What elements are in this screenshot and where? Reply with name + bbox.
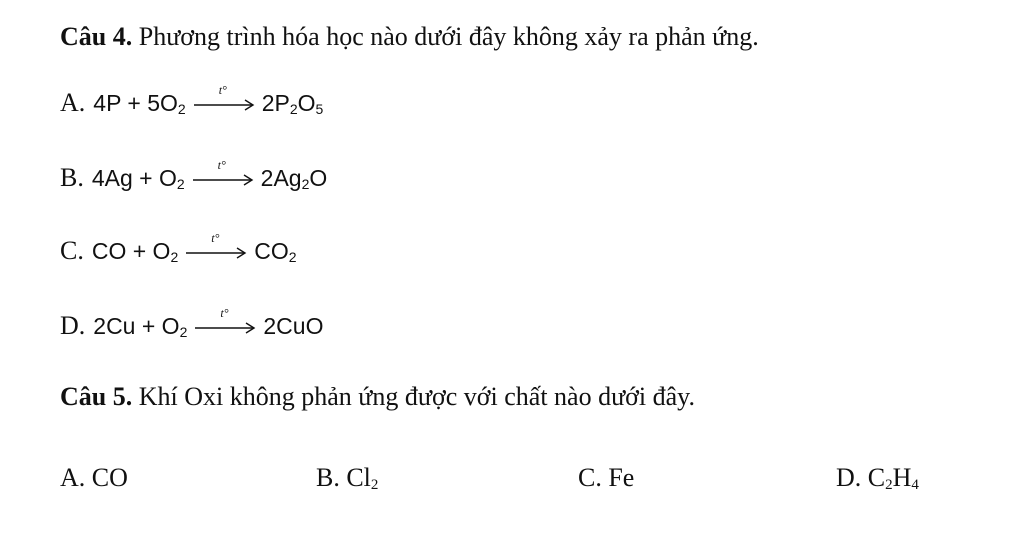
option-letter: A. — [60, 88, 86, 117]
question-5-title — [60, 382, 695, 412]
option-letter: C. — [578, 463, 609, 492]
formula-text: 2CuO — [263, 312, 324, 339]
formula-text: Fe — [608, 463, 635, 492]
heat-arrow-icon — [192, 83, 256, 115]
equation-rhs — [262, 90, 324, 117]
formula-text: 2Ag — [260, 164, 302, 191]
q4-option-d[interactable] — [60, 306, 324, 341]
equation-rhs — [254, 238, 296, 265]
formula-subscript: 2 — [289, 100, 298, 117]
formula-text: CO + O — [91, 237, 171, 264]
question-5-number: Câu 5. — [60, 382, 133, 411]
formula-text: 4P + 5O — [93, 89, 178, 116]
arrow-label: t° — [211, 231, 220, 245]
option-letter: C. — [60, 236, 84, 265]
formula-text: CO — [91, 463, 128, 492]
formula-subscript: 2 — [885, 477, 893, 493]
equation-a — [93, 83, 324, 117]
q5-option-d[interactable] — [836, 463, 919, 493]
formula-text: O — [309, 164, 328, 191]
equation-rhs — [263, 313, 323, 340]
formula-text: H — [892, 463, 912, 492]
q4-option-a[interactable] — [60, 83, 324, 118]
question-4-text: Phương trình hóa học nào dưới đây không xảy ra phản ứng. — [138, 22, 759, 51]
formula-subscript: 5 — [315, 100, 324, 117]
heat-arrow-icon — [191, 158, 255, 190]
q4-option-b[interactable] — [60, 158, 328, 193]
option-letter: D. — [836, 463, 868, 492]
question-4-title — [60, 22, 759, 52]
formula-subscript: 2 — [170, 248, 179, 265]
equation-c — [91, 231, 297, 265]
q5-option-a[interactable] — [60, 463, 128, 493]
formula-text: 4Ag + O — [91, 164, 177, 191]
q5-option-b[interactable] — [316, 463, 378, 493]
option-letter: B. — [316, 463, 347, 492]
equation-lhs — [93, 313, 187, 340]
formula-subscript: 2 — [288, 248, 297, 265]
equation-b — [91, 158, 328, 192]
equation-rhs — [261, 165, 328, 192]
q5-option-c[interactable] — [578, 463, 634, 493]
formula-text: 2Cu + O — [93, 312, 180, 339]
equation-lhs — [93, 90, 185, 117]
option-letter: A. — [60, 463, 92, 492]
arrow-label: t° — [217, 158, 226, 172]
equation-lhs — [92, 165, 185, 192]
equation-d — [93, 306, 324, 340]
heat-arrow-icon — [184, 231, 248, 263]
formula-subscript: 2 — [179, 323, 188, 340]
option-letter: B. — [60, 163, 84, 192]
formula-subscript: 2 — [177, 100, 186, 117]
option-letter: D. — [60, 311, 86, 340]
arrow-label: t° — [218, 83, 227, 97]
formula-text: C — [867, 463, 886, 492]
heat-arrow-icon — [193, 306, 257, 338]
formula-text: Cl — [346, 463, 371, 492]
formula-subscript: 2 — [176, 175, 185, 192]
arrow-label: t° — [220, 306, 229, 320]
formula-text: 2P — [261, 89, 290, 116]
formula-subscript: 2 — [370, 477, 379, 493]
formula-text: O — [297, 89, 316, 116]
formula-text: CO — [254, 237, 289, 264]
formula-subscript: 4 — [911, 477, 919, 493]
question-4-number: Câu 4. — [60, 22, 133, 51]
q4-option-c[interactable] — [60, 231, 297, 266]
formula-subscript: 2 — [301, 175, 310, 192]
question-5-text: Khí Oxi không phản ứng được với chất nào dưới đây. — [138, 382, 695, 411]
equation-lhs — [92, 238, 178, 265]
